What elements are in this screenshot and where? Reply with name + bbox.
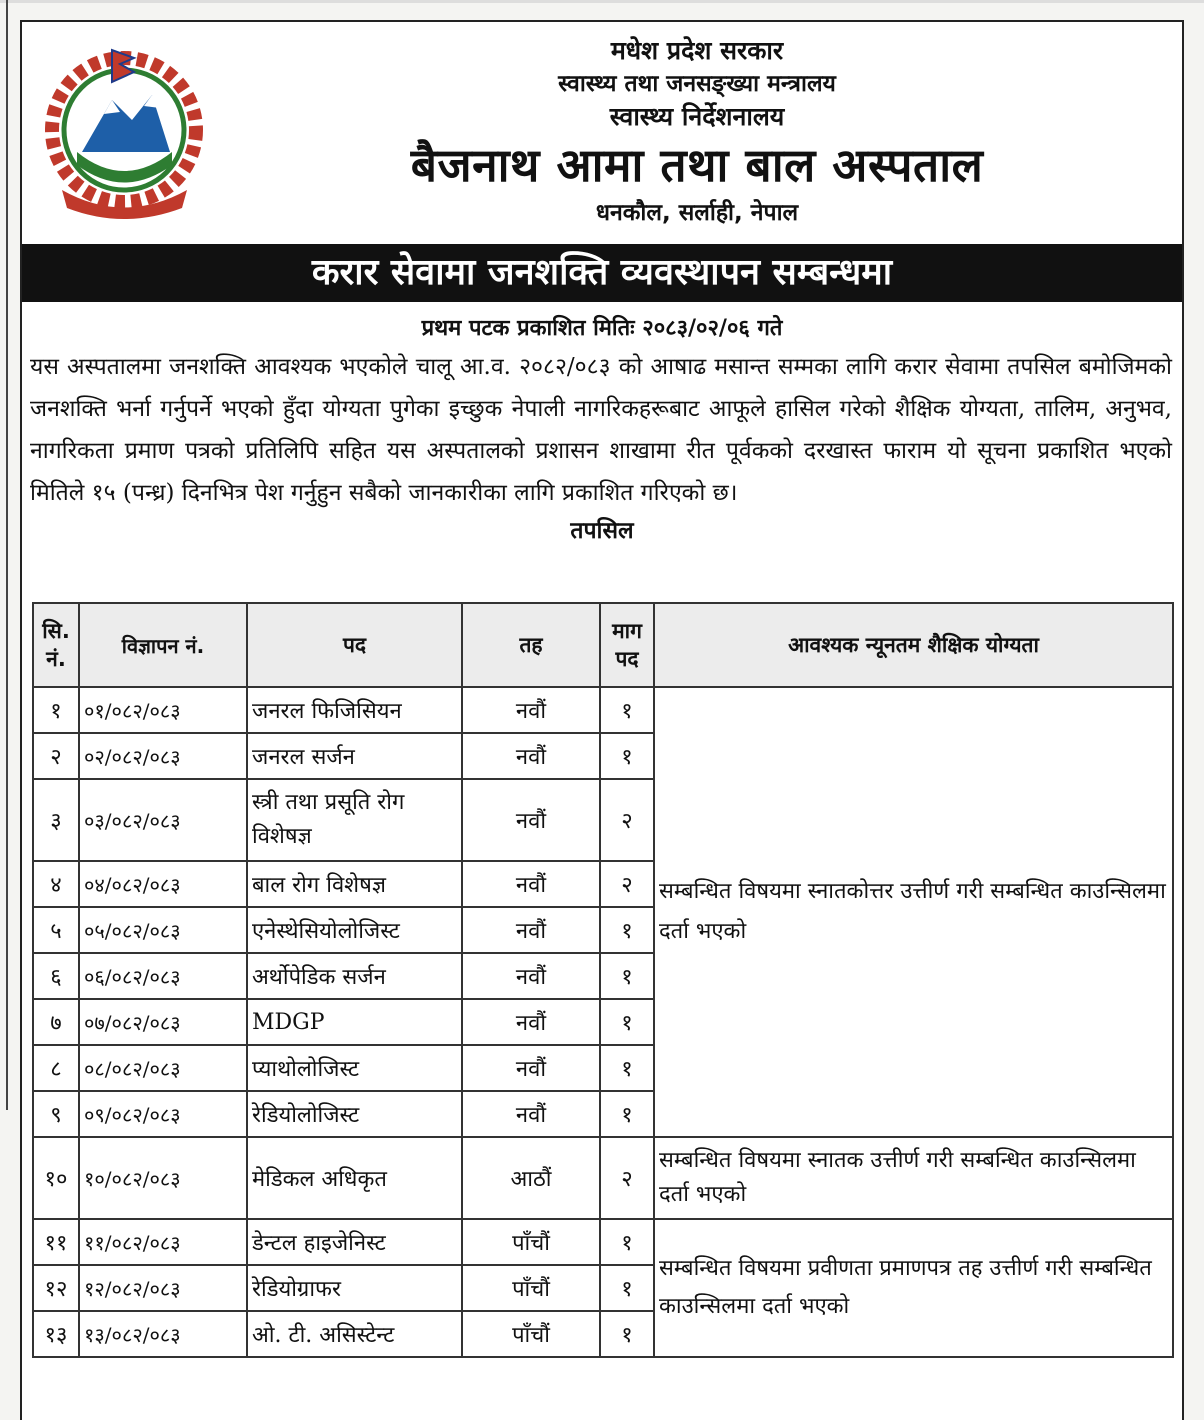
cell-level: नवौं (462, 1091, 600, 1137)
col-sn (33, 603, 79, 687)
cell-sn: २ (33, 733, 79, 779)
cell-post: डेन्टल हाइजेनिस्ट (247, 1219, 462, 1265)
cell-demand: २ (600, 1137, 654, 1219)
side-edge (6, 0, 8, 1110)
cell-level: नवौं (462, 999, 600, 1045)
cell-ad-no: १०/०८२/०८३ (79, 1137, 247, 1219)
cell-post: प्याथोलोजिस्ट (247, 1045, 462, 1091)
notice-header (22, 22, 1182, 244)
notice-page (20, 20, 1184, 1420)
cell-level: नवौं (462, 687, 600, 733)
cell-level: पाँचौं (462, 1265, 600, 1311)
cell-demand: २ (600, 861, 654, 907)
cell-ad-no: ०७/०८२/०८३ (79, 999, 247, 1045)
cell-sn: ३ (33, 779, 79, 861)
cell-post: जनरल फिजिसियन (247, 687, 462, 733)
cell-post: ओ. टी. असिस्टेन्ट (247, 1311, 462, 1357)
cell-sn: १० (33, 1137, 79, 1219)
cell-demand: १ (600, 687, 654, 733)
table-header-row (33, 603, 1173, 687)
cell-demand: १ (600, 953, 654, 999)
cell-ad-no: ०८/०८२/०८३ (79, 1045, 247, 1091)
cell-level: नवौं (462, 1045, 600, 1091)
cell-sn: ९ (33, 1091, 79, 1137)
hospital-name: बैजनाथ आमा तथा बाल अस्पताल (410, 138, 984, 192)
col-sn-label-b: नं. (46, 647, 66, 671)
cell-level: नवौं (462, 861, 600, 907)
cell-level: पाँचौं (462, 1219, 600, 1265)
col-demand (600, 603, 654, 687)
cell-ad-no: ०१/०८२/०८३ (79, 687, 247, 733)
cell-ad-no: ०६/०८२/०८३ (79, 953, 247, 999)
table-row (33, 1219, 1173, 1265)
cell-demand: २ (600, 779, 654, 861)
cell-level: नवौं (462, 733, 600, 779)
cell-sn: ७ (33, 999, 79, 1045)
cell-sn: ८ (33, 1045, 79, 1091)
cell-post: स्त्री तथा प्रसूति रोग विशेषज्ञ (247, 779, 462, 861)
vacancy-table (32, 602, 1174, 1358)
cell-post: एनेस्थेसियोलोजिस्ट (247, 907, 462, 953)
col-sn-label-a: सि. (42, 619, 70, 643)
cell-ad-no: ०४/०८२/०८३ (79, 861, 247, 907)
cell-demand: १ (600, 1219, 654, 1265)
publish-date: प्रथम पटक प्रकाशित मितिः २०८३/०२/०६ गते (421, 316, 783, 341)
cell-demand: १ (600, 733, 654, 779)
cell-qualification-specialist: सम्बन्धित विषयमा स्नातकोत्तर उत्तीर्ण गरी सम्बन्धित काउन्सिलमा दर्ता भएको (654, 687, 1173, 1137)
cell-ad-no: ०३/०८२/०८३ (79, 779, 247, 861)
nepal-emblem-icon (42, 40, 207, 220)
cell-post: बाल रोग विशेषज्ञ (247, 861, 462, 907)
schedule-heading: तपसिल (570, 518, 634, 544)
cell-demand: १ (600, 1091, 654, 1137)
notice-paragraph: यस अस्पतालमा जनशक्ति आवश्यक भएकोले चालू आ.व. २०८२/०८३ को आषाढ मसान्त सम्मका लागि करार सेवामा तपसिल बमोजिमको जनशक्ति भर्ना गर्नुपर्ने भएको हुँदा योग्यता पुगेका इच्छुक नेपाली नागरिकहरूबाट आफूले हासिल गरेको शैक्षिक योग्यता, तालिम, अनुभव, नागरिकता प्रमाण पत्रको प्रतिलिपि सहित यस अस्पतालको प्रशासन शाखामा रीत पूर्वकको दरखास्त फाराम यो सूचना प्रकाशित भएको मितिले १५ (पन्ध्र) दिनभित्र पेश गर्नुहुन सबैको जानकारीका लागि प्रकाशित गरिएको छ। (30, 354, 1172, 506)
cell-post: रेडियोलोजिस्ट (247, 1091, 462, 1137)
hospital-address: धनकौल, सर्लाही, नेपाल (595, 200, 799, 226)
cell-sn: १३ (33, 1311, 79, 1357)
cell-demand: १ (600, 907, 654, 953)
cell-ad-no: ०५/०८२/०८३ (79, 907, 247, 953)
ministry-line: स्वास्थ्य तथा जनसङ्ख्या मन्त्रालय (558, 71, 836, 97)
cell-ad-no: ०९/०८२/०८३ (79, 1091, 247, 1137)
cell-demand: १ (600, 999, 654, 1045)
govt-line: मधेश प्रदेश सरकार (610, 36, 784, 65)
cell-post: मेडिकल अधिकृत (247, 1137, 462, 1219)
cell-qualification-officer: सम्बन्धित विषयमा स्नातक उत्तीर्ण गरी सम्बन्धित काउन्सिलमा दर्ता भएको (654, 1137, 1173, 1219)
col-demand-label-a: माग (612, 619, 642, 643)
cell-level: आठौं (462, 1137, 600, 1219)
cell-post: रेडियोग्राफर (247, 1265, 462, 1311)
cell-sn: ४ (33, 861, 79, 907)
col-post: पद (247, 603, 462, 687)
cell-ad-no: १३/०८२/०८३ (79, 1311, 247, 1357)
cell-demand: १ (600, 1265, 654, 1311)
cell-demand: १ (600, 1045, 654, 1091)
col-ad-no: विज्ञापन नं. (79, 603, 247, 687)
cell-level: नवौं (462, 953, 600, 999)
cell-post: MDGP (247, 999, 462, 1045)
cell-ad-no: ०२/०८२/०८३ (79, 733, 247, 779)
cell-sn: ६ (33, 953, 79, 999)
cell-post: जनरल सर्जन (247, 733, 462, 779)
cell-ad-no: ११/०८२/०८३ (79, 1219, 247, 1265)
cell-level: नवौं (462, 907, 600, 953)
cell-level: पाँचौं (462, 1311, 600, 1357)
col-qualification: आवश्यक न्यूनतम शैक्षिक योग्यता (654, 603, 1173, 687)
top-edge (0, 0, 1204, 3)
cell-qualification-technical: सम्बन्धित विषयमा प्रवीणता प्रमाणपत्र तह उत्तीर्ण गरी सम्बन्धित काउन्सिलमा दर्ता भएको (654, 1219, 1173, 1357)
cell-ad-no: १२/०८२/०८३ (79, 1265, 247, 1311)
cell-level: नवौं (462, 779, 600, 861)
cell-sn: ५ (33, 907, 79, 953)
col-demand-label-b: पद (615, 647, 639, 671)
cell-demand: १ (600, 1311, 654, 1357)
table-row (33, 1137, 1173, 1219)
cell-sn: १ (33, 687, 79, 733)
cell-post: अर्थोपेडिक सर्जन (247, 953, 462, 999)
cell-sn: ११ (33, 1219, 79, 1265)
directorate-line: स्वास्थ्य निर्देशनालय (609, 102, 785, 131)
table-row (33, 687, 1173, 733)
col-level: तह (462, 603, 600, 687)
cell-sn: १२ (33, 1265, 79, 1311)
notice-banner: करार सेवामा जनशक्ति व्यवस्थापन सम्बन्धमा (22, 244, 1182, 302)
